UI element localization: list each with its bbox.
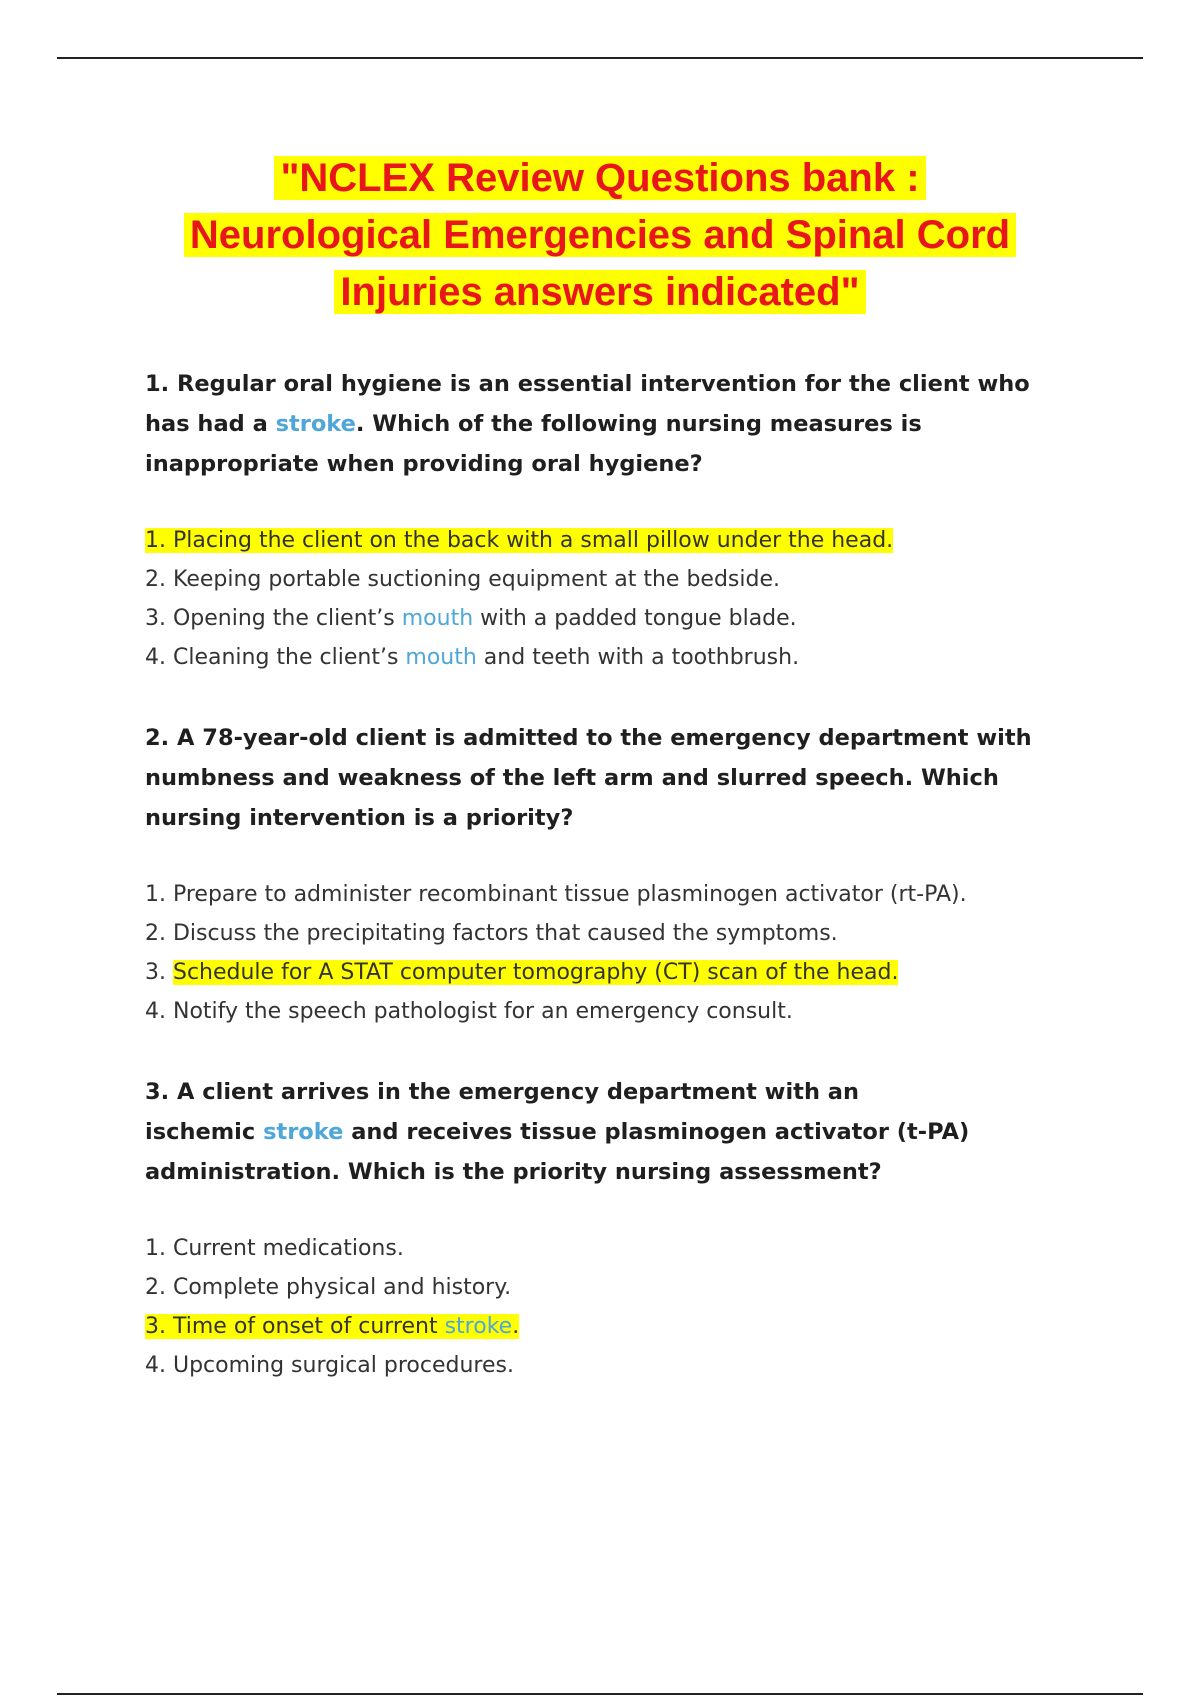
question-2-option-1: 1. Prepare to administer recombinant tissue plasminogen activator (rt-PA). — [145, 882, 967, 907]
question-3-stem-text: ischemic — [145, 1119, 264, 1145]
question-1-stem — [145, 364, 1075, 484]
question-2 — [145, 718, 1075, 1024]
mouth-link[interactable]: mouth — [405, 645, 477, 670]
question-3-stem-line-1: 3. A client arrives in the emergency department with an — [145, 1079, 859, 1105]
document-title — [140, 150, 1060, 321]
question-1-option-1 — [145, 521, 893, 560]
question-1-option-2: 2. Keeping portable suctioning equipment at the bedside. — [145, 567, 780, 592]
stroke-link[interactable]: stroke — [263, 1119, 344, 1145]
option-text-end: with a padded tongue blade. — [473, 606, 797, 631]
question-2-stem: 2. A 78-year-old client is admitted to the emergency department with numbness and weakness of the left arm and slurred speech. Which nursing intervention is a priority? — [145, 725, 1032, 831]
top-divider — [57, 57, 1143, 59]
question-3-stem — [145, 1072, 1075, 1192]
question-1-option-3 — [145, 599, 893, 638]
question-1-options — [145, 521, 893, 677]
question-1-stem-text-end: . Which of the following nursing measures is inappropriate when providing oral hygiene? — [145, 411, 922, 477]
option-number: 3. — [145, 960, 173, 985]
title-line-2: Neurological Emergencies and Spinal Cord — [184, 213, 1016, 257]
question-2-option-2: 2. Discuss the precipitating factors that caused the symptoms. — [145, 921, 838, 946]
question-2-option-3 — [145, 953, 967, 992]
option-text: 3. Time of onset of current — [145, 1314, 445, 1339]
bottom-divider — [57, 1693, 1143, 1695]
option-text: 4. Cleaning the client’s — [145, 645, 406, 670]
question-3-option-2: 2. Complete physical and history. — [145, 1275, 512, 1300]
question-3-option-3 — [145, 1307, 519, 1346]
mouth-link[interactable]: mouth — [401, 606, 474, 631]
answer-highlight: 1. Placing the client on the back with a small pillow under the head. — [145, 528, 894, 553]
answer-highlight — [145, 1314, 519, 1339]
question-3-stem-text-end: and receives tissue plasminogen activator (t-PA) administration. Which is the priority nursing assessment? — [145, 1119, 970, 1185]
question-3-option-1: 1. Current medications. — [145, 1236, 404, 1261]
question-3 — [145, 1072, 1075, 1378]
stroke-link[interactable]: stroke — [275, 411, 356, 437]
question-1-stem-text: 1. Regular oral hygiene is an essential intervention for the client who has had a — [145, 371, 1030, 437]
title-line-3: Injuries answers indicated" — [334, 270, 865, 314]
question-3-options — [145, 1229, 519, 1385]
stroke-link[interactable]: stroke — [444, 1314, 513, 1339]
question-2-options — [145, 875, 967, 1031]
question-2-option-4: 4. Notify the speech pathologist for an emergency consult. — [145, 999, 793, 1024]
option-text-end: and teeth with a toothbrush. — [476, 645, 800, 670]
question-1 — [145, 364, 1075, 670]
question-1-option-4 — [145, 638, 893, 677]
option-text: 3. Opening the client’s — [145, 606, 402, 631]
option-text-end: . — [512, 1314, 520, 1339]
title-line-1: "NCLEX Review Questions bank : — [274, 156, 925, 200]
answer-highlight: Schedule for A STAT computer tomography (CT) scan of the head. — [172, 960, 899, 985]
question-3-option-4: 4. Upcoming surgical procedures. — [145, 1353, 514, 1378]
